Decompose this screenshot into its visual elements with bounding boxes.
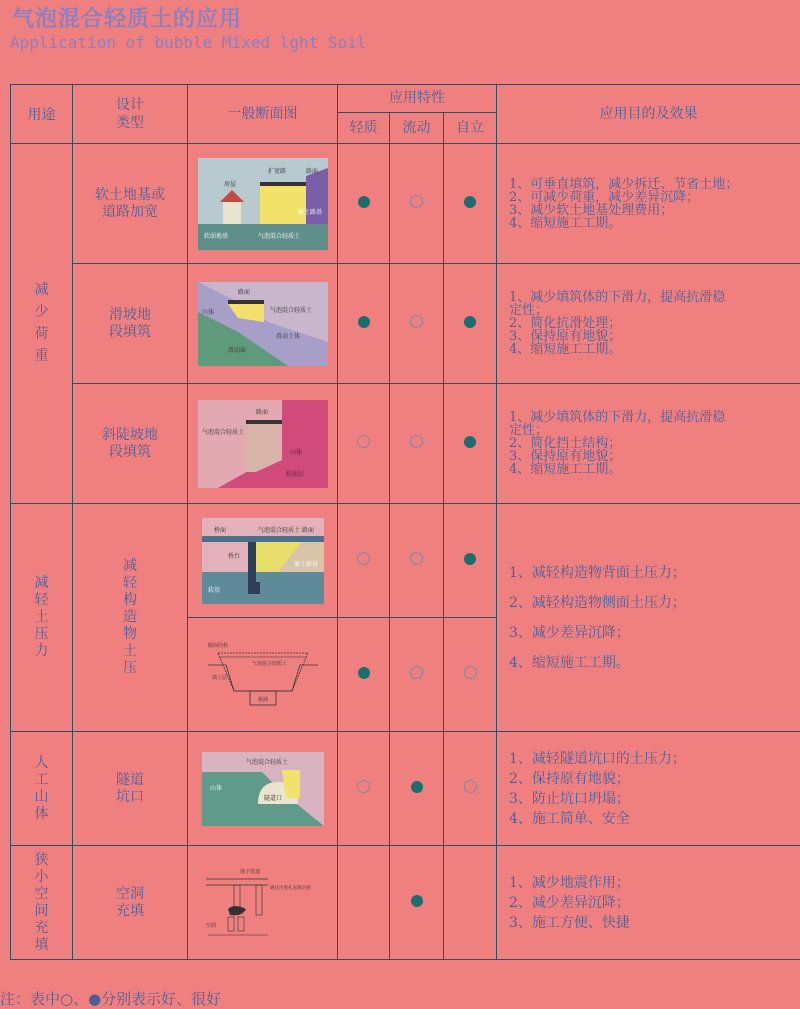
filled-dot-icon [411, 781, 423, 793]
mark-r2-flow [390, 264, 444, 384]
design-type-cavity: 空洞 充填 [73, 846, 188, 960]
mark-r4-light [338, 504, 390, 618]
filled-dot-icon [464, 553, 476, 565]
label-foam-soil: 气泡混合轻质土 [258, 526, 300, 534]
label-foam-soil: 气泡混合轻质土 [252, 660, 287, 667]
header-properties: 应用特性 [338, 85, 497, 113]
effect-line: 3、保持原有地貌； [509, 330, 800, 343]
section-soft-soil-image [198, 158, 328, 250]
mark-r3-flow [390, 384, 444, 504]
mark-r1-self [444, 144, 497, 264]
effect-line: 4、缩短施工工期。 [509, 463, 800, 476]
empty-circle-icon [357, 780, 370, 793]
mark-r2-light [338, 264, 390, 384]
label-road: 路面 [302, 526, 314, 534]
empty-circle-icon [410, 315, 423, 328]
filled-dot-icon [411, 895, 423, 907]
group-reduce-load: 减 少 荷 重 [11, 144, 73, 504]
section-culvert-image [208, 635, 318, 715]
effect-line: 3、减少差异沉降； [509, 618, 800, 648]
effect-line: 1、减少地震作用； [509, 873, 800, 893]
effect-line: 1、减轻隧道坑口的土压力； [509, 749, 800, 769]
section-diagram-culvert [188, 618, 338, 732]
label-widened-road: 扩宽路 [268, 167, 286, 175]
effect-line: 1、减轻构造物背面土压力； [509, 558, 800, 588]
group-artificial-mountain: 人 工 山 体 [11, 732, 73, 846]
header-self: 自立 [444, 113, 497, 144]
header-effects: 应用目的及效果 [497, 85, 800, 144]
mark-r1-light [338, 144, 390, 264]
label-abutment: 桥台 [228, 552, 240, 560]
label-box-culvert: 箱涵 [258, 696, 268, 703]
effect-line: 1、减少填筑体的下滑力，提高抗滑稳 [509, 411, 800, 424]
effect-line: 3、防止坑口坍塌； [509, 789, 800, 809]
effects-tunnel [497, 732, 800, 846]
effect-line: 4、缩短施工工期。 [509, 217, 800, 230]
label-weak-layer: 软弱层 [286, 470, 304, 478]
filled-dot-icon [464, 196, 476, 208]
label-mountain: 山体 [290, 448, 302, 456]
label-cavity: 空洞 [206, 922, 216, 929]
effect-line: 定性； [509, 424, 800, 437]
empty-circle-icon [410, 195, 423, 208]
header-use: 用途 [11, 85, 73, 144]
effect-line: 4、缩短施工工期。 [509, 343, 800, 356]
section-diagram-landslide [188, 264, 338, 384]
header-section: 一般断面图 [188, 85, 338, 144]
label-soft-ground: 软弱地基 [204, 232, 228, 240]
label-foam-soil: 气泡混合轻质土 [270, 306, 312, 314]
label-road: 路面 [238, 288, 250, 296]
effect-line: 4、施工简单、安全 [509, 809, 800, 829]
mark-r7-self [444, 846, 497, 960]
label-sliding-soil: 滑动土体 [276, 332, 300, 340]
filled-dot-icon [358, 316, 370, 328]
effect-line: 2、保持原有地貌； [509, 769, 800, 789]
effects-landslide [497, 264, 800, 384]
effect-line: 2、简化挡土结构； [509, 437, 800, 450]
mark-r6-light [338, 732, 390, 846]
empty-circle-icon [410, 666, 423, 679]
mark-r7-flow [390, 846, 444, 960]
section-diagram-soft-soil [188, 144, 338, 264]
label-soft-base: 软基 [208, 586, 220, 594]
mark-r5-flow [390, 618, 444, 732]
effects-soft-soil [497, 144, 800, 264]
filled-dot-icon [464, 316, 476, 328]
label-foam-soil: 气泡混合轻质土 [202, 428, 244, 436]
section-landslide-image [198, 282, 328, 366]
mark-r3-self [444, 384, 497, 504]
label-foam-soil: 气泡混合轻质土 [258, 232, 300, 240]
mark-r6-self [444, 732, 497, 846]
mark-r4-self [444, 504, 497, 618]
header-light: 轻质 [338, 113, 390, 144]
effect-line: 1、减少填筑体的下滑力，提高抗滑稳 [509, 291, 800, 304]
label-bridge-deck: 桥面 [214, 526, 226, 534]
section-diagram-steep-slope [188, 384, 338, 504]
effect-line: 2、可减少荷重，减少差异沉降； [509, 191, 800, 204]
design-type-structure: 减 轻 构 造 物 土 压 [73, 504, 188, 732]
label-road: 路面 [256, 408, 268, 416]
label-foam-soil: 气泡混合轻质土 [246, 758, 288, 766]
label-house: 房屋 [224, 180, 236, 188]
mark-r6-flow [390, 732, 444, 846]
header-design-type: 设计 类型 [73, 85, 188, 144]
design-type-soft-soil: 软土地基或 道路加宽 [73, 144, 188, 264]
mark-r5-self [444, 618, 497, 732]
label-mountain: 山体 [210, 784, 222, 792]
label-underground-pipe: 地下管道 [240, 868, 260, 875]
empty-circle-icon [357, 552, 370, 565]
label-mountain: 山体 [202, 308, 214, 316]
label-pavement: 路面结构 [208, 642, 228, 649]
section-bridge-abutment-image [202, 518, 324, 604]
mark-r3-light [338, 384, 390, 504]
label-fill-layer: 填土层 [212, 674, 227, 681]
application-table [10, 84, 800, 960]
label-road: 路面 [306, 167, 318, 175]
effect-line: 4、缩短施工工期。 [509, 648, 800, 678]
filled-dot-icon [464, 436, 476, 448]
mark-r2-self [444, 264, 497, 384]
header-flow: 流动 [390, 113, 444, 144]
label-sliding-surface: 滑动面 [228, 346, 246, 354]
section-diagram-tunnel [188, 732, 338, 846]
label-grouting: 通过注浆孔充填空洞 [270, 884, 311, 891]
effect-line: 2、减轻构造物侧面土压力； [509, 588, 800, 618]
section-steep-slope-image [198, 400, 328, 488]
legend-note: 注：表中○、●分别表示好、很好 [0, 988, 221, 1009]
label-original-subgrade: 原土路基 [294, 560, 318, 568]
effect-line: 2、简化抗滑处理； [509, 317, 800, 330]
page-title: 气泡混合轻质土的应用 [12, 2, 242, 33]
effects-cavity [497, 846, 800, 960]
mark-r1-flow [390, 144, 444, 264]
label-tunnel-portal: 隧道口 [264, 794, 282, 802]
section-tunnel-image [202, 752, 324, 826]
section-diagram-bridge-abutment [188, 504, 338, 618]
effect-line: 3、施工方便、快捷 [509, 913, 800, 933]
mark-r4-flow [390, 504, 444, 618]
effects-steep-slope [497, 384, 800, 504]
effect-line: 3、减少软土地基处理费用； [509, 204, 800, 217]
section-cavity-image [198, 865, 328, 941]
empty-circle-icon [464, 780, 477, 793]
group-reduce-earth-pressure: 减 轻 土 压 力 [11, 504, 73, 732]
effect-line: 3、保持原有地貌； [509, 450, 800, 463]
filled-dot-icon [358, 196, 370, 208]
section-diagram-cavity [188, 846, 338, 960]
page-subtitle: Application of bubble Mixed lght Soil [10, 33, 366, 52]
empty-circle-icon [357, 435, 370, 448]
empty-circle-icon [464, 666, 477, 679]
empty-circle-icon [410, 552, 423, 565]
effects-structure [497, 504, 800, 732]
effect-line: 定性； [509, 304, 800, 317]
group-narrow-space-fill: 狭 小 空 间 充 填 [11, 846, 73, 960]
effect-line: 2、减少差异沉降； [509, 893, 800, 913]
design-type-tunnel: 隧道 坑口 [73, 732, 188, 846]
label-original-subgrade: 原土路基 [298, 208, 322, 216]
design-type-steep-slope: 斜陡坡地 段填筑 [73, 384, 188, 504]
mark-r7-light [338, 846, 390, 960]
mark-r5-light [338, 618, 390, 732]
effect-line: 1、可垂直填筑，减少拆迁、节省土地； [509, 178, 800, 191]
filled-dot-icon [358, 667, 370, 679]
empty-circle-icon [410, 435, 423, 448]
design-type-landslide: 滑坡地 段填筑 [73, 264, 188, 384]
